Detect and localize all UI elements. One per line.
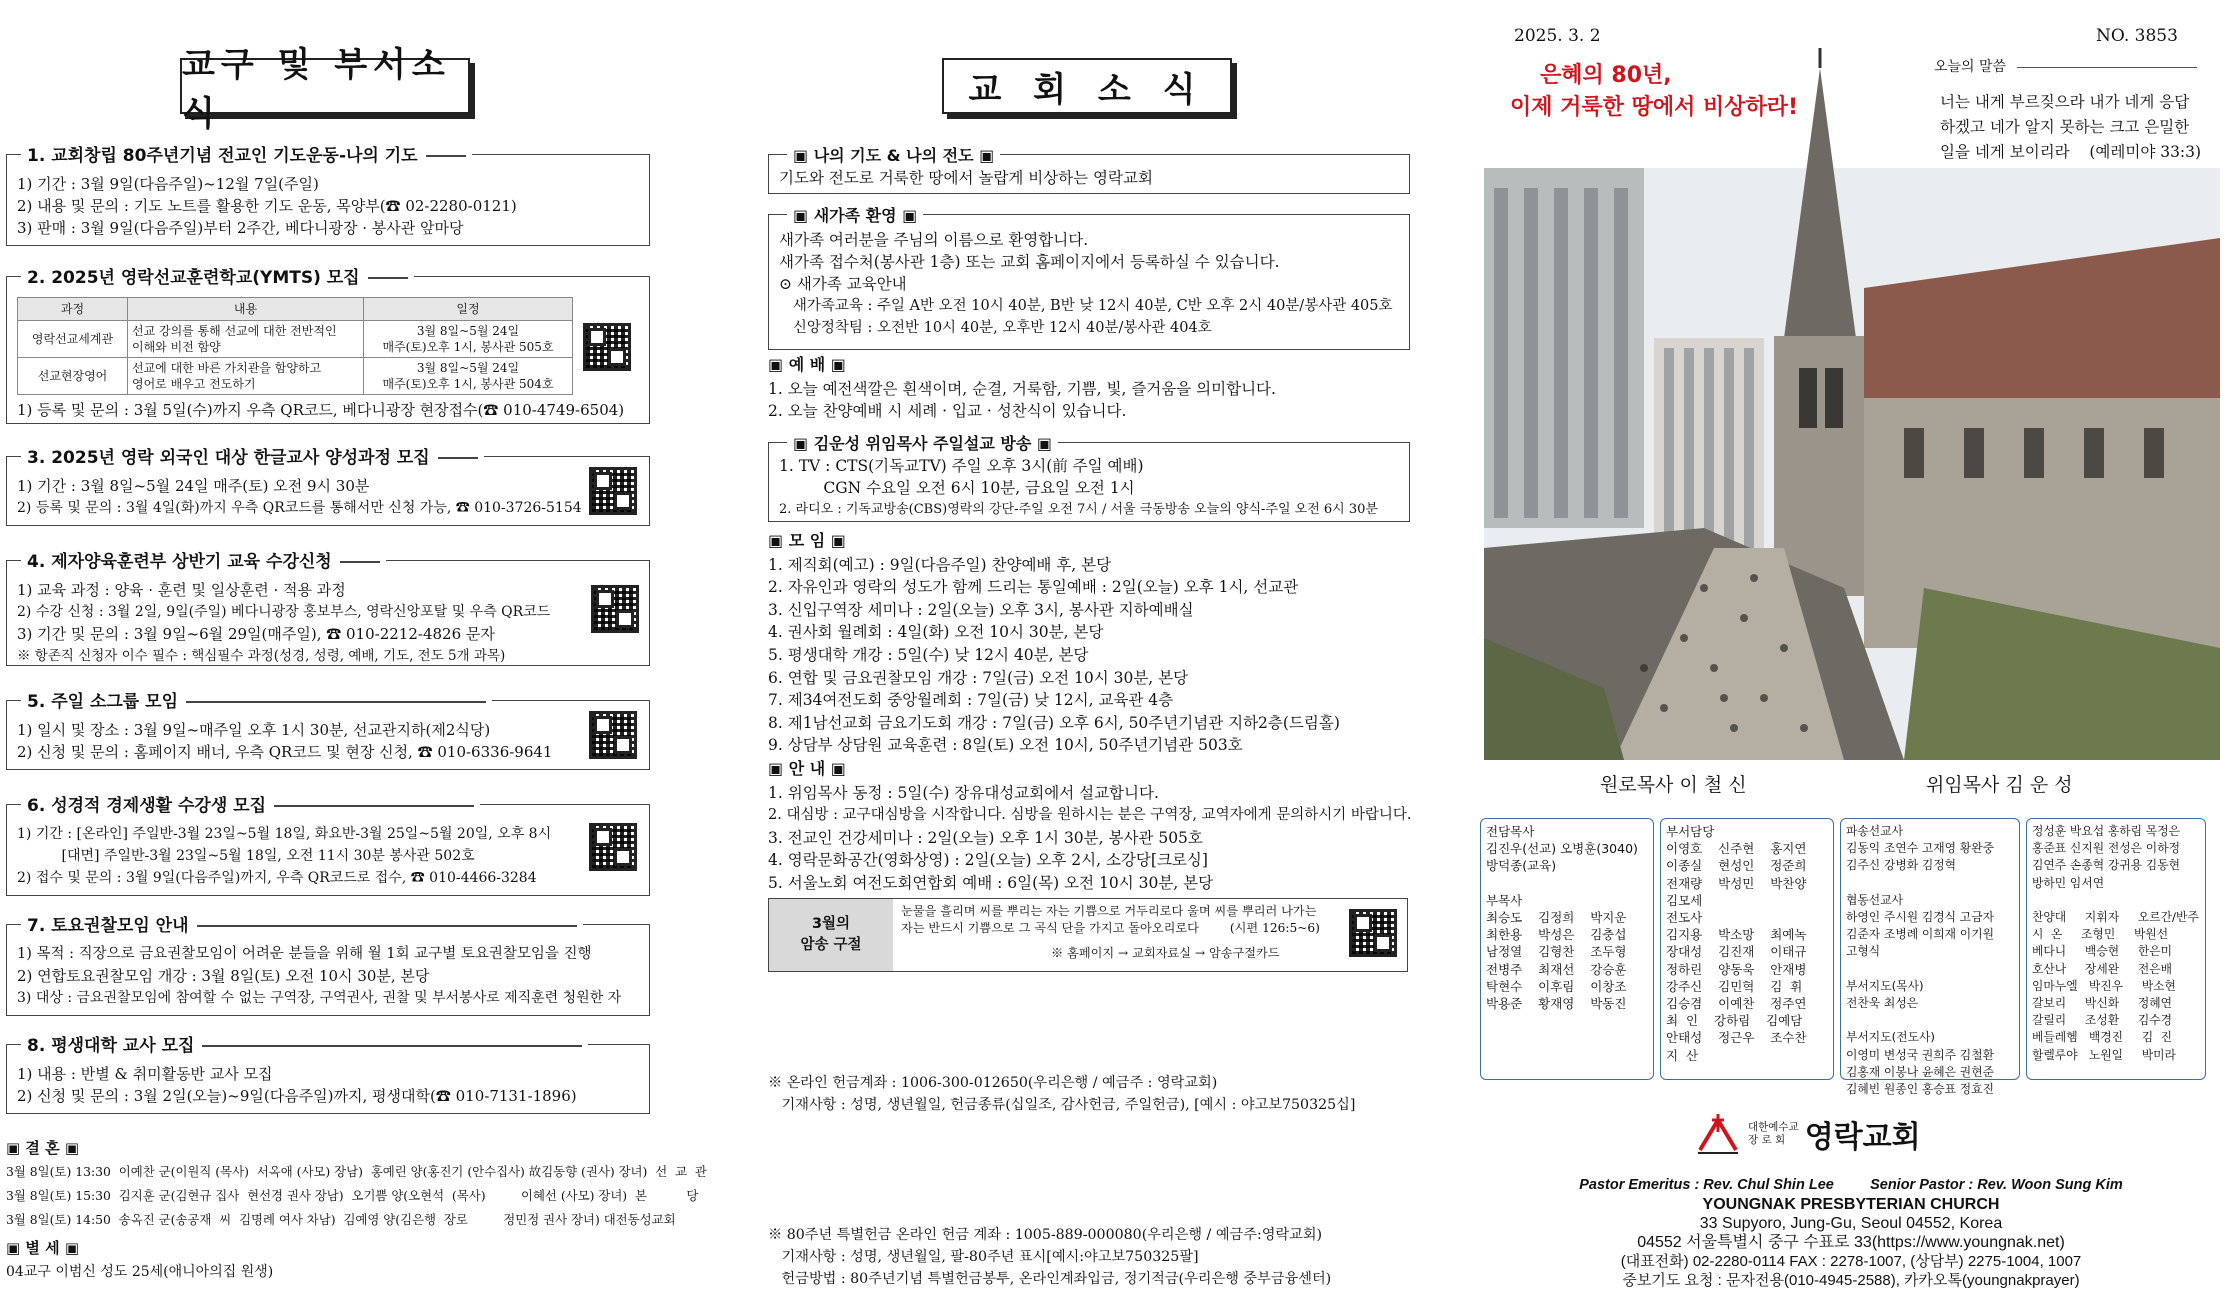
qr-code-icon[interactable] bbox=[583, 323, 631, 371]
section-worship bbox=[768, 354, 1418, 423]
section-heading: ▣ 새가족 환영 ▣ bbox=[787, 203, 923, 226]
section-heading: 6. 성경적 경제생활 수강생 모집 bbox=[21, 791, 480, 816]
table-row: 선교현장영어 선교에 대한 바른 가치관을 함양하고 영어로 배우고 전도하기 3월 8일~5월 24일 매주(토)오후 1시, 봉사관 504호 bbox=[18, 358, 573, 395]
line: 새가족 접수처(봉사관 1층) 또는 교회 홈페이지에서 등록하실 수 있습니다. bbox=[779, 253, 1280, 271]
line: 4. 권사회 월례회 : 4일(화) 오전 10시 30분, 본당 bbox=[768, 623, 1104, 642]
section-prayer-movement bbox=[6, 146, 650, 246]
section-heading: 1. 교회창립 80주년기념 전교인 기도운동-나의 기도 bbox=[21, 141, 472, 166]
memory-verse-box bbox=[768, 898, 1408, 972]
wedding-section bbox=[6, 1136, 707, 1284]
line: CGN 수요일 오전 6시 10분, 금요일 오전 1시 bbox=[779, 479, 1135, 497]
line: 5. 서울노회 여전도회연합회 예배 : 6일(목) 오전 10시 30분, 본당 bbox=[768, 873, 1214, 892]
section-saturday-meeting bbox=[6, 916, 650, 1016]
section-heading: 7. 토요권찰모임 안내 bbox=[21, 911, 583, 936]
wedding-line: 3월 8일(토) 15:30 김지훈 군(김현규 집사 현선경 권사 장남) 오기쁨 양(오현석 (목사) 이혜선 (사모) 장녀) 본 당 bbox=[6, 1188, 699, 1203]
church-logo-icon bbox=[1696, 1112, 1740, 1156]
section-heading: 3. 2025년 영락 외국인 대상 한글교사 양성과정 모집 bbox=[21, 443, 484, 468]
section-small-group bbox=[6, 692, 650, 770]
table-header: 내용 bbox=[128, 298, 364, 321]
section-my-prayer bbox=[768, 146, 1410, 194]
ymts-table bbox=[17, 297, 573, 395]
line: 2. 라디오 : 기독교방송(CBS)영락의 강단-주일 오전 7시 / 서울 극동방송 오늘의 양식-주일 오전 6시 30분 bbox=[779, 502, 1378, 517]
section-heading: 4. 제자양육훈련부 상반기 교육 수강신청 bbox=[21, 547, 386, 572]
line: 1) 교육 과정 : 양육 · 훈련 및 일상훈련 · 적용 과정 bbox=[17, 581, 346, 599]
english-church-name: YOUNGNAK PRESBYTERIAN CHURCH bbox=[1702, 1196, 2000, 1213]
section-heading: 5. 주일 소그룹 모임 bbox=[21, 687, 492, 712]
memory-verse-text: 눈물을 흘리며 씨를 뿌리는 자는 기쁨으로 거두리로다 울며 씨를 뿌리러 나가는 자는 반드시 기쁨으로 그 곡식 단을 가지고 돌아오리로다 (시편 126:5~6) ※ 홈페이지 → 교회자료실 → 암송구절카드 bbox=[901, 904, 1320, 960]
special-offering-info: ※ 80주년 특별헌금 온라인 헌금 계좌 : 1005-889-000080(우리은행 / 예금주:영락교회) 기재사항 : 성명, 생년월일, 팔-80주년 표시[예시:야고보750325팔] 헌금방법 : 80주년기념 특별헌금봉투, 온라인계좌입금, 정기적금(우리은행 중부금융센터) bbox=[768, 1227, 1332, 1287]
section-ymts bbox=[6, 268, 650, 424]
section-heading: ▣ 모 임 ▣ bbox=[768, 531, 846, 550]
qr-code-icon[interactable] bbox=[589, 711, 637, 759]
line: 1. 오늘 예전색깔은 흰색이며, 순결, 거룩함, 기쁨, 빛, 즐거움을 의미합니다. bbox=[768, 379, 1276, 398]
church-footer bbox=[1470, 1176, 2232, 1290]
middle-column bbox=[760, 0, 1420, 1302]
section-heading: 2. 2025년 영락선교훈련학교(YMTS) 모집 bbox=[21, 263, 414, 288]
left-column-title: 교구 및 부서소식 bbox=[180, 58, 470, 114]
korean-address: 04552 서울특별시 중구 수표로 33(https://www.youngnak.net) bbox=[1637, 1234, 2065, 1251]
section-meetings bbox=[768, 530, 1418, 757]
section-heading: ▣ 안 내 ▣ bbox=[768, 759, 846, 778]
issue-number: NO. 3853 bbox=[2096, 26, 2178, 46]
qr-code-icon[interactable] bbox=[589, 823, 637, 871]
line: 1) 기간 : 3월 9일(다음주일)~12월 7일(주일) bbox=[17, 175, 319, 193]
line: 2) 연합토요권찰모임 개강 : 3월 8일(토) 오전 10시 30분, 본당 bbox=[17, 967, 430, 985]
line: 2) 신청 및 문의 : 3월 2일(오늘)~9일(다음주일)까지, 평생대학(☎ 010-7131-1896) bbox=[17, 1087, 577, 1105]
middle-column-title: 교 회 소 식 bbox=[942, 58, 1232, 114]
section-korean-teacher bbox=[6, 448, 650, 526]
line: 기도와 전도로 거룩한 땅에서 놀랍게 비상하는 영락교회 bbox=[779, 169, 1153, 187]
church-logo: 대한예수교 장 로 회 영락교회 bbox=[1696, 1112, 1921, 1156]
section-heading: ▣ 김운성 위임목사 주일설교 방송 ▣ bbox=[787, 431, 1058, 454]
line: 1) 기간 : [온라인] 주일반-3월 23일~5월 18일, 화요반-3월 25일~5월 20일, 오후 8시 bbox=[17, 826, 552, 842]
table-header: 과정 bbox=[18, 298, 128, 321]
line: 2. 오늘 찬양예배 시 세례 · 입교 · 성찬식이 있습니다. bbox=[768, 402, 1127, 421]
online-offering-info: ※ 온라인 헌금계좌 : 1006-300-012650(우리은행 / 예금주 : 영락교회) 기재사항 : 성명, 생년월일, 헌금종류(십일조, 감사헌금, 주일헌금), [예시 : 야고보750325십] bbox=[768, 1075, 1356, 1113]
qr-code-icon[interactable] bbox=[591, 585, 639, 633]
line: 7. 제34여전도회 중앙월례회 : 7일(금) 낮 12시, 교육관 4층 bbox=[768, 691, 1174, 710]
line: 3. 신입구역장 세미나 : 2일(오늘) 오후 3시, 봉사관 지하예배실 bbox=[768, 600, 1194, 619]
line: 3) 기간 및 문의 : 3월 9일~6월 29일(매주일), ☎ 010-2212-4826 문자 bbox=[17, 625, 495, 643]
qr-code-icon[interactable] bbox=[589, 467, 637, 515]
section-heading: ▣ 나의 기도 & 나의 전도 ▣ bbox=[787, 143, 1000, 166]
line: 3. 전교인 건강세미나 : 2일(오늘) 오후 1시 30분, 봉사관 505호 bbox=[768, 828, 1203, 847]
memory-verse-label: 3월의 암송 구절 bbox=[769, 899, 893, 971]
line: 2) 수강 신청 : 3월 2일, 9일(주일) 베다니광장 홍보부스, 영락신앙포탈 및 우측 QR코드 bbox=[17, 604, 551, 620]
today-verse-korean: 너는 내게 부르짖으라 내가 네게 응답 하겠고 네가 알지 못하는 크고 은밀한 일을 네게 보이리라 (예레미야 33:3) bbox=[1940, 93, 2202, 161]
line: 1. 제직회(예고) : 9일(다음주일) 찬양예배 후, 본당 bbox=[768, 555, 1112, 574]
line: 2) 등록 및 문의 : 3월 4일(화)까지 우측 QR코드를 통해서만 신청 가능, ☎ 010-3726-5154 bbox=[17, 500, 582, 516]
english-pastors: Pastor Emeritus : Rev. Chul Shin Lee Senior Pastor : Rev. Woon Sung Kim bbox=[1579, 1177, 2123, 1193]
line: 1. TV : CTS(기독교TV) 주일 오후 3시(前 주일 예배) bbox=[779, 457, 1144, 475]
passing-line: 04교구 이범신 성도 25세(애니아의집 원생) bbox=[6, 1264, 274, 1280]
wedding-line: 3월 8일(토) 13:30 이예찬 군(이원직 (목사) 서옥애 (사모) 장남) 홍예린 양(홍진기 (안수집사) 故김동향 (권사) 장녀) 선 교 관 bbox=[6, 1164, 707, 1179]
line: 3) 판매 : 3월 9일(다음주일)부터 2주간, 베다니광장 · 봉사관 앞마당 bbox=[17, 219, 464, 237]
line: 2. 대심방 : 교구대심방을 시작합니다. 심방을 원하시는 분은 구역장, 교역자에게 문의하시기 바랍니다. bbox=[768, 807, 1412, 824]
line: 9. 상담부 상담원 교육훈련 : 8일(토) 오전 10시, 50주년기념관 503호 bbox=[768, 736, 1243, 755]
line: 8. 제1남선교회 금요기도회 개강 : 7일(금) 오후 6시, 50주년기념관 지하2층(드림홀) bbox=[768, 713, 1340, 732]
church-photo bbox=[1484, 168, 2220, 760]
section-welcome bbox=[768, 206, 1410, 350]
section-heading: ▣ 예 배 ▣ bbox=[768, 355, 846, 374]
passing-heading: ▣ 별 세 ▣ bbox=[6, 1239, 79, 1257]
line: ※ 항존직 신청자 이수 필수 : 핵심필수 과정(성경, 성령, 예배, 기도, 전도 5개 과목) bbox=[17, 648, 506, 664]
section-economy-class bbox=[6, 796, 650, 896]
line: 3) 대상 : 금요권찰모임에 참여할 수 없는 구역장, 구역권사, 권찰 및 부서봉사로 제직훈련 청원한 자 bbox=[17, 990, 622, 1006]
phone-numbers: (대표전화) 02-2280-0114 FAX : 2278-1007, (상담부) 2275-1004, 1007 bbox=[1620, 1253, 2082, 1270]
left-column bbox=[0, 0, 707, 1302]
church-illustration bbox=[1484, 168, 2220, 760]
ministers-column-3: 파송선교사 김동익 조연수 고재영 황완중 김주신 강병화 김정혁 협동선교사 하영인 주시원 김경식 고금자 김준자 조병례 이희재 이기원 고형식 부서지도(목사) 전찬욱 최성은 부서지도(전도사) 이영미 변성국 권희주 김철환 김홍재 이봉나 윤혜은 권현준 김혜빈 원종인 홍승표 정효진 bbox=[1840, 818, 2020, 1080]
section-discipleship bbox=[6, 552, 650, 666]
table-header: 일정 bbox=[364, 298, 573, 321]
line: 6. 연합 및 금요권찰모임 개강 : 7일(금) 오전 10시 30분, 본당 bbox=[768, 668, 1189, 687]
line: 2) 접수 및 문의 : 3월 9일(다음주일)까지, 우측 QR코드로 접수, ☎ 010-4466-3284 bbox=[17, 870, 537, 886]
ministers-column-1: 전담목사 김진우(선교) 오병훈(3040) 방덕종(교육) 부목사 최승도 김정희 박지운 최한용 박성은 김충섭 남정열 김형찬 조두형 전병주 최재선 강승훈 탁현수 이후림 이창조 박용준 황재영 박동진 bbox=[1480, 818, 1654, 1080]
church-name: 영락교회 bbox=[1804, 1120, 1921, 1155]
section-heading: 8. 평생대학 교사 모집 bbox=[21, 1031, 588, 1056]
line: 새가족 여러분을 주님의 이름으로 환영합니다. bbox=[779, 231, 1089, 249]
line: 새가족교육 : 주일 A반 오전 10시 40분, B반 낮 12시 40분, C반 오후 2시 40분/봉사관 405호 bbox=[779, 298, 1393, 314]
ministers-column-4: 정성훈 박요섭 홍하림 목정은 홍준표 신지원 전성은 이하정 김연주 손종혁 강귀용 김동현 방하민 임서연 찬양대 지휘자 오르간/반주 시 온 조형민 박원선 베다니 백승현 한은미 호산나 장세완 전은배 임마누엘 박진우 박소현 갈보리 박신화 정혜연 갈릴리 조성환 김수경 베들레헴 백경진 김 진 할렐루야 노원일 박미라 bbox=[2026, 818, 2206, 1080]
line: 1) 등록 및 문의 : 3월 5일(수)까지 우측 QR코드, 베다니광장 현장접수(☎ 010-4749-6504) bbox=[17, 401, 625, 419]
bulletin-date: 2025. 3. 2 bbox=[1514, 26, 1601, 46]
slogan: 은혜의 80년, 이제 거룩한 땅에서 비상하라! bbox=[1510, 63, 1799, 120]
line: 1. 위임목사 동정 : 5일(수) 장유대성교회에서 설교합니다. bbox=[768, 783, 1159, 802]
line: 4. 영락문화공간(영화상영) : 2일(오늘) 오후 2시, 소강당[크로싱] bbox=[768, 851, 1208, 870]
prayer-request: 중보기도 요청 : 문자전용(010-4945-2588), 카카오톡(youngnakprayer) bbox=[1622, 1272, 2080, 1289]
line: 1) 기간 : 3월 8일~5월 24일 매주(토) 오전 9시 30분 bbox=[17, 477, 370, 495]
english-address: 33 Supyoro, Jung-Gu, Seoul 04552, Korea bbox=[1699, 1215, 2003, 1232]
ministers-column-2: 부서담당 이영호 신주현 홍지연 이종실 현성인 정준희 전재량 박성민 박찬양 김모세 전도사 김지용 박소망 최예녹 장대성 김진재 이태규 정하린 양동욱 안재병 강주신 김민혁 김 휘 김승겸 이예찬 정주연 최 인 강하림 김예담 안태성 정근우 조수찬 지 산 bbox=[1660, 818, 1834, 1080]
line: 신앙정착팀 : 오전반 10시 40분, 오후반 12시 40분/봉사관 404호 bbox=[779, 320, 1212, 336]
line: ⊙ 새가족 교육안내 bbox=[779, 275, 907, 293]
qr-code-icon[interactable] bbox=[1349, 909, 1397, 957]
word-label: 오늘의 말씀 bbox=[1934, 56, 2224, 76]
line: 5. 평생대학 개강 : 5일(수) 낮 12시 40분, 본당 bbox=[768, 645, 1089, 664]
line: 2) 내용 및 문의 : 기도 노트를 활용한 기도 운동, 목양부(☎ 02-2280-0121) bbox=[17, 197, 517, 215]
senior-pastor: 위임목사 김 운 성 bbox=[1926, 774, 2073, 796]
table-row: 영락선교세계관 선교 강의를 통해 선교에 대한 전반적인 이해와 비전 함양 3월 8일~5월 24일 매주(토)오후 1시, 봉사관 505호 bbox=[18, 321, 573, 358]
line: 2) 신청 및 문의 : 홈페이지 배너, 우측 QR코드 및 현장 신청, ☎ 010-6336-9641 bbox=[17, 743, 553, 761]
line: 1) 목적 : 직장으로 금요권찰모임이 어려운 분들을 위해 월 1회 교구별 토요권찰모임을 진행 bbox=[17, 946, 592, 962]
wedding-line: 3월 8일(토) 14:50 송옥진 군(송공재 씨 김명례 여사 차남) 김예영 양(김은행 장로 정민정 권사 장녀) 대전동성교회 bbox=[6, 1212, 676, 1227]
line: 1) 내용 : 반별 & 취미활동반 교사 모집 bbox=[17, 1065, 273, 1083]
section-notices bbox=[768, 758, 1418, 895]
line: [대면] 주일반-3월 23일~5월 18일, 오전 11시 30분 봉사관 502호 bbox=[17, 848, 475, 864]
line: 1) 일시 및 장소 : 3월 9일~매주일 오후 1시 30분, 선교관지하(제2식당) bbox=[17, 721, 491, 739]
line: 2. 자유인과 영락의 성도가 함께 드리는 통일예배 : 2일(오늘) 오후 1시, 선교관 bbox=[768, 578, 1299, 597]
wedding-heading: ▣ 결 혼 ▣ bbox=[6, 1139, 79, 1157]
right-column bbox=[1470, 0, 2232, 1302]
pastor-emeritus: 원로목사 이 철 신 bbox=[1600, 774, 1747, 796]
section-broadcast bbox=[768, 434, 1410, 522]
section-teacher-recruit bbox=[6, 1036, 650, 1114]
